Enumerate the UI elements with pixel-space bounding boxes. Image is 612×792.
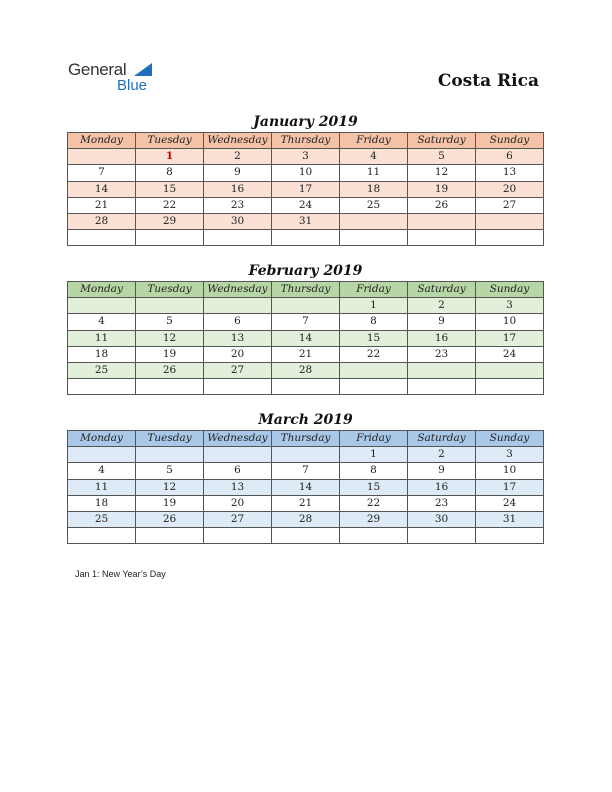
month-march — [67, 410, 544, 544]
day-cell: 3 — [476, 447, 544, 463]
weekday-header: Monday — [68, 133, 136, 149]
weekday-header: Saturday — [408, 133, 476, 149]
weekday-header-row — [68, 282, 544, 298]
day-cell: 21 — [68, 197, 136, 213]
week-row — [68, 230, 544, 246]
day-cell: 28 — [272, 511, 340, 527]
day-cell: 1 — [340, 447, 408, 463]
week-row — [68, 149, 544, 165]
day-cell: 16 — [204, 181, 272, 197]
day-cell — [272, 528, 340, 544]
day-cell: 2 — [408, 447, 476, 463]
day-cell: 13 — [204, 479, 272, 495]
day-cell: 28 — [272, 362, 340, 378]
logo-general-text: General — [68, 60, 127, 79]
day-cell: 2 — [408, 298, 476, 314]
day-cell — [340, 213, 408, 229]
day-cell — [68, 298, 136, 314]
week-row — [68, 197, 544, 213]
day-cell: 22 — [136, 197, 204, 213]
day-cell: 27 — [476, 197, 544, 213]
day-cell: 14 — [68, 181, 136, 197]
day-cell: 10 — [272, 165, 340, 181]
day-cell: 5 — [136, 314, 204, 330]
weekday-header: Tuesday — [136, 133, 204, 149]
day-cell: 10 — [476, 314, 544, 330]
day-cell: 7 — [272, 314, 340, 330]
day-cell: 29 — [340, 511, 408, 527]
day-cell — [476, 230, 544, 246]
day-cell: 1 — [340, 298, 408, 314]
day-cell — [68, 528, 136, 544]
weekday-header: Thursday — [272, 133, 340, 149]
day-cell — [272, 230, 340, 246]
week-row — [68, 314, 544, 330]
weekday-header-row — [68, 431, 544, 447]
day-cell: 4 — [68, 463, 136, 479]
day-cell: 18 — [68, 346, 136, 362]
day-cell: 23 — [408, 346, 476, 362]
day-cell — [272, 379, 340, 395]
day-cell — [408, 362, 476, 378]
day-cell: 25 — [68, 362, 136, 378]
week-row — [68, 379, 544, 395]
day-cell — [340, 230, 408, 246]
weekday-header: Saturday — [408, 282, 476, 298]
day-cell: 25 — [68, 511, 136, 527]
week-row — [68, 495, 544, 511]
day-cell: 9 — [204, 165, 272, 181]
day-cell: 17 — [476, 330, 544, 346]
day-cell: 5 — [136, 463, 204, 479]
day-cell: 25 — [340, 197, 408, 213]
day-cell: 12 — [408, 165, 476, 181]
day-cell: 18 — [340, 181, 408, 197]
day-cell: 22 — [340, 495, 408, 511]
weekday-header: Monday — [68, 431, 136, 447]
day-cell: 8 — [136, 165, 204, 181]
day-cell: 8 — [340, 314, 408, 330]
day-cell: 19 — [136, 495, 204, 511]
week-row — [68, 165, 544, 181]
day-cell: 13 — [476, 165, 544, 181]
day-cell: 30 — [408, 511, 476, 527]
logo-triangle-icon — [134, 63, 152, 76]
day-cell: 7 — [68, 165, 136, 181]
day-cell: 26 — [136, 511, 204, 527]
week-row — [68, 447, 544, 463]
month-title: January 2019 — [253, 114, 358, 130]
day-cell: 13 — [204, 330, 272, 346]
day-cell: 3 — [476, 298, 544, 314]
weekday-header: Thursday — [272, 431, 340, 447]
day-cell: 26 — [136, 362, 204, 378]
day-cell — [340, 379, 408, 395]
week-row — [68, 330, 544, 346]
week-row — [68, 463, 544, 479]
calendar-table — [67, 281, 544, 395]
day-cell: 30 — [204, 213, 272, 229]
day-cell: 6 — [476, 149, 544, 165]
day-cell — [272, 298, 340, 314]
day-cell: 4 — [68, 314, 136, 330]
day-cell: 31 — [476, 511, 544, 527]
day-cell: 24 — [272, 197, 340, 213]
logo-blue-text: Blue — [117, 77, 148, 94]
day-cell: 31 — [272, 213, 340, 229]
day-cell: 29 — [136, 213, 204, 229]
day-cell: 14 — [272, 330, 340, 346]
day-cell: 20 — [204, 346, 272, 362]
day-cell: 11 — [68, 330, 136, 346]
day-cell: 12 — [136, 479, 204, 495]
week-row — [68, 181, 544, 197]
day-cell: 27 — [204, 362, 272, 378]
day-cell — [340, 528, 408, 544]
day-cell — [408, 230, 476, 246]
day-cell: 23 — [204, 197, 272, 213]
holiday-notes: Jan 1: New Year’s Day — [75, 569, 166, 579]
day-cell: 28 — [68, 213, 136, 229]
day-cell: 2 — [204, 149, 272, 165]
day-cell: 18 — [68, 495, 136, 511]
day-cell — [136, 447, 204, 463]
day-cell: 7 — [272, 463, 340, 479]
day-cell — [136, 528, 204, 544]
day-cell — [476, 379, 544, 395]
day-cell: 23 — [408, 495, 476, 511]
logo — [68, 60, 168, 96]
weekday-header: Sunday — [476, 431, 544, 447]
day-cell: 14 — [272, 479, 340, 495]
day-cell — [408, 379, 476, 395]
day-cell — [68, 149, 136, 165]
day-cell: 15 — [340, 479, 408, 495]
day-cell — [204, 298, 272, 314]
day-cell: 16 — [408, 330, 476, 346]
day-cell — [408, 528, 476, 544]
day-cell: 6 — [204, 463, 272, 479]
week-row — [68, 362, 544, 378]
day-cell: 19 — [136, 346, 204, 362]
weekday-header: Wednesday — [204, 133, 272, 149]
day-cell: 20 — [204, 495, 272, 511]
weekday-header: Friday — [340, 282, 408, 298]
weekday-header: Tuesday — [136, 282, 204, 298]
day-cell: 21 — [272, 495, 340, 511]
month-january — [67, 112, 544, 246]
weekday-header: Friday — [340, 133, 408, 149]
day-cell: 22 — [340, 346, 408, 362]
day-cell — [204, 230, 272, 246]
holiday-day-cell: 1 — [136, 149, 204, 165]
weekday-header: Thursday — [272, 282, 340, 298]
day-cell: 9 — [408, 314, 476, 330]
week-row — [68, 298, 544, 314]
day-cell — [476, 213, 544, 229]
day-cell: 17 — [272, 181, 340, 197]
week-row — [68, 511, 544, 527]
weekday-header: Friday — [340, 431, 408, 447]
day-cell: 6 — [204, 314, 272, 330]
day-cell: 26 — [408, 197, 476, 213]
day-cell — [476, 528, 544, 544]
day-cell — [68, 230, 136, 246]
day-cell — [476, 362, 544, 378]
day-cell: 8 — [340, 463, 408, 479]
day-cell: 16 — [408, 479, 476, 495]
day-cell — [408, 213, 476, 229]
month-february — [67, 261, 544, 395]
country-title: Costa Rica — [437, 71, 539, 91]
day-cell: 17 — [476, 479, 544, 495]
day-cell: 9 — [408, 463, 476, 479]
day-cell — [340, 362, 408, 378]
weekday-header: Sunday — [476, 282, 544, 298]
day-cell: 24 — [476, 495, 544, 511]
day-cell: 24 — [476, 346, 544, 362]
day-cell — [68, 447, 136, 463]
month-title: March 2019 — [258, 412, 353, 428]
weekday-header: Wednesday — [204, 282, 272, 298]
weekday-header: Wednesday — [204, 431, 272, 447]
day-cell — [136, 379, 204, 395]
day-cell: 4 — [340, 149, 408, 165]
weekday-header: Tuesday — [136, 431, 204, 447]
day-cell: 10 — [476, 463, 544, 479]
day-cell: 19 — [408, 181, 476, 197]
weekday-header: Monday — [68, 282, 136, 298]
day-cell — [68, 379, 136, 395]
calendar-table — [67, 132, 544, 246]
day-cell: 5 — [408, 149, 476, 165]
day-cell — [204, 528, 272, 544]
weekday-header: Saturday — [408, 431, 476, 447]
day-cell — [204, 447, 272, 463]
weekday-header-row — [68, 133, 544, 149]
day-cell: 12 — [136, 330, 204, 346]
day-cell: 15 — [136, 181, 204, 197]
day-cell: 15 — [340, 330, 408, 346]
day-cell — [204, 379, 272, 395]
day-cell: 20 — [476, 181, 544, 197]
weekday-header: Sunday — [476, 133, 544, 149]
calendar-table — [67, 430, 544, 544]
month-title: February 2019 — [248, 263, 363, 279]
day-cell: 11 — [340, 165, 408, 181]
week-row — [68, 346, 544, 362]
day-cell — [136, 298, 204, 314]
day-cell — [136, 230, 204, 246]
week-row — [68, 213, 544, 229]
day-cell: 27 — [204, 511, 272, 527]
day-cell: 11 — [68, 479, 136, 495]
week-row — [68, 479, 544, 495]
day-cell: 3 — [272, 149, 340, 165]
day-cell — [272, 447, 340, 463]
week-row — [68, 528, 544, 544]
day-cell: 21 — [272, 346, 340, 362]
